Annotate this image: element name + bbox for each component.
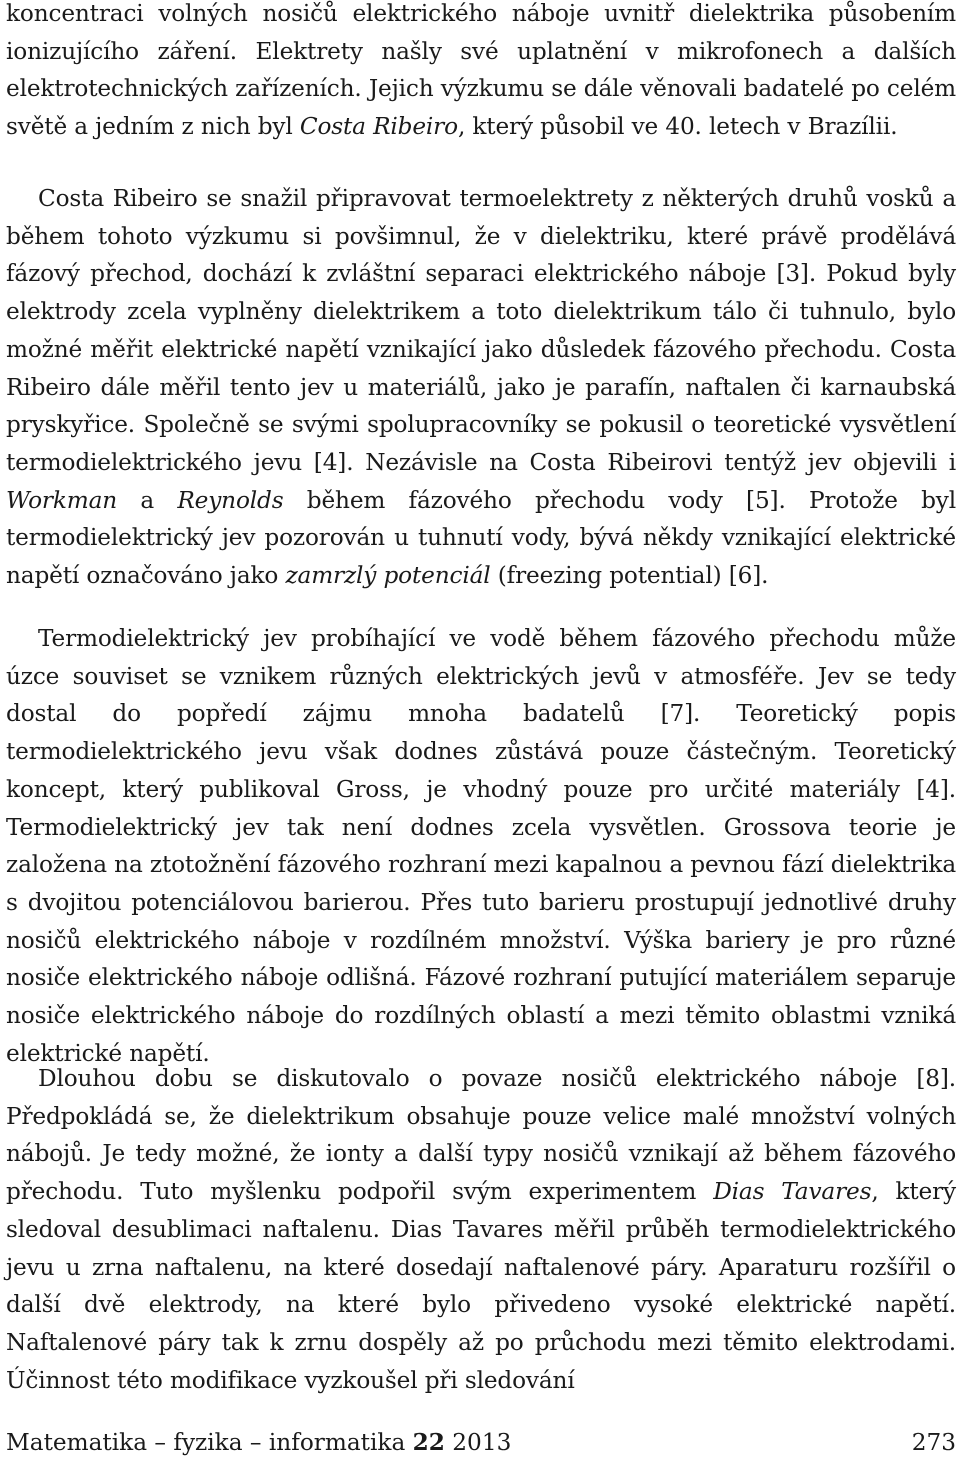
text-run: koncentraci volných nosičů elektrického náboje uvnitř dielektrika působením ionizujícího záření. Elektrety našly své uplatnění v mikrofonech a dalších elektrotechnických zařízeních. Jejich výzkumu se dále věnovali badatelé po celém světě a jedním z nich byl bbox=[6, 0, 957, 141]
italic-name: Dias Tavares bbox=[713, 1178, 872, 1206]
italic-term: zamrzlý potenciál bbox=[285, 562, 491, 590]
text-run: , který sledoval desublimaci naftalenu. Dias Tavares měřil průběh termodielektrického jevu u zrna naftalenu, na které dosedají naftalenové páry. Aparaturu rozšířil o další dvě elektrody, na které bylo přivedeno vysoké elektrické napětí. Naftalenové páry tak k zrnu dospěly až po průchodu mezi těmito elektrodami. Účinnost této modifikace vyzkoušel při sledování bbox=[6, 1178, 956, 1394]
paragraph-2 bbox=[6, 180, 956, 595]
journal-volume: 22 bbox=[412, 1429, 445, 1456]
text-run: během fázového přechodu vody [5]. Protože byl termodielektrický jev pozorován u tuhnutí vody, bývá někdy vznikající elektrické napětí označováno jako bbox=[6, 486, 956, 590]
journal-year: 2013 bbox=[444, 1429, 512, 1456]
journal-name: Matematika – fyzika – informatika bbox=[6, 1429, 413, 1456]
text-run: (freezing potential) [6]. bbox=[490, 562, 769, 590]
italic-name: Reynolds bbox=[177, 486, 284, 514]
paragraph-1 bbox=[6, 0, 956, 146]
paragraph-3: Termodielektrický jev probíhající ve vodě během fázového přechodu může úzce souviset se vznikem různých elektrických jevů v atmosféře. Jev se tedy dostal do popředí zájmu mnoha badatelů [7]. Teoretický popis termodielektrického jevu však dodnes zůstává pouze částečným. Teoretický koncept, který publikoval Gross, je vhodný pouze pro určité materiály [4]. Termodielektrický jev tak není dodnes zcela vysvětlen. Grossova teorie je založena na ztotožnění fázového rozhraní mezi kapalnou a pevnou fází dielektrika s dvojitou potenciálovou barierou. Přes tuto barieru prostupují jednotlivé druhy nosičů elektrického náboje v rozdílném množství. Výška bariery je pro různé nosiče elektrického náboje odlišná. Fázové rozhraní putující materiálem separuje nosiče elektrického náboje do rozdílných oblastí a mezi těmito oblastmi vzniká elektrické napětí. bbox=[6, 625, 956, 1067]
text-run: Costa Ribeiro se snažil připravovat termoelektrety z některých druhů vosků a během tohoto výzkumu si povšimnul, že v dielektriku, které právě prodělává fázový přechod, dochází k zvláštní separaci elektrického náboje [3]. Pokud byly elektrody zcela vyplněny dielektrikem a toto dielektrikum tálo či tuhnulo, bylo možné měřit elektrické napětí vznikající jako důsledek fázového přechodu. Costa Ribeiro dále měřil tento jev u materiálů, jako je parafín, naftalen či karnaubská pryskyřice. Společně se svými spolupracovníky se pokusil o teoretické vysvětlení termodielektrického jevu [4]. Nezávisle na Costa Ribeirovi tentýž jev objevili i bbox=[6, 185, 956, 476]
italic-name: Workman bbox=[6, 486, 118, 514]
text-run: a bbox=[117, 486, 178, 514]
page-number: 273 bbox=[911, 1429, 956, 1456]
italic-name: Costa Ribeiro bbox=[299, 113, 458, 141]
paragraph-4 bbox=[6, 1060, 956, 1399]
text-run: , který působil ve 40. letech v Brazílii. bbox=[457, 113, 898, 141]
text-run: Dlouhou dobu se diskutovalo o povaze nosičů elektrického náboje [8]. Předpokládá se, že dielektrikum obsahuje pouze velice malé množství volných nábojů. Je tedy možné, že ionty a další typy nosičů vznikají až během fázového přechodu. Tuto myšlenku podpořil svým experimentem bbox=[6, 1065, 956, 1206]
page-footer bbox=[6, 1428, 956, 1458]
